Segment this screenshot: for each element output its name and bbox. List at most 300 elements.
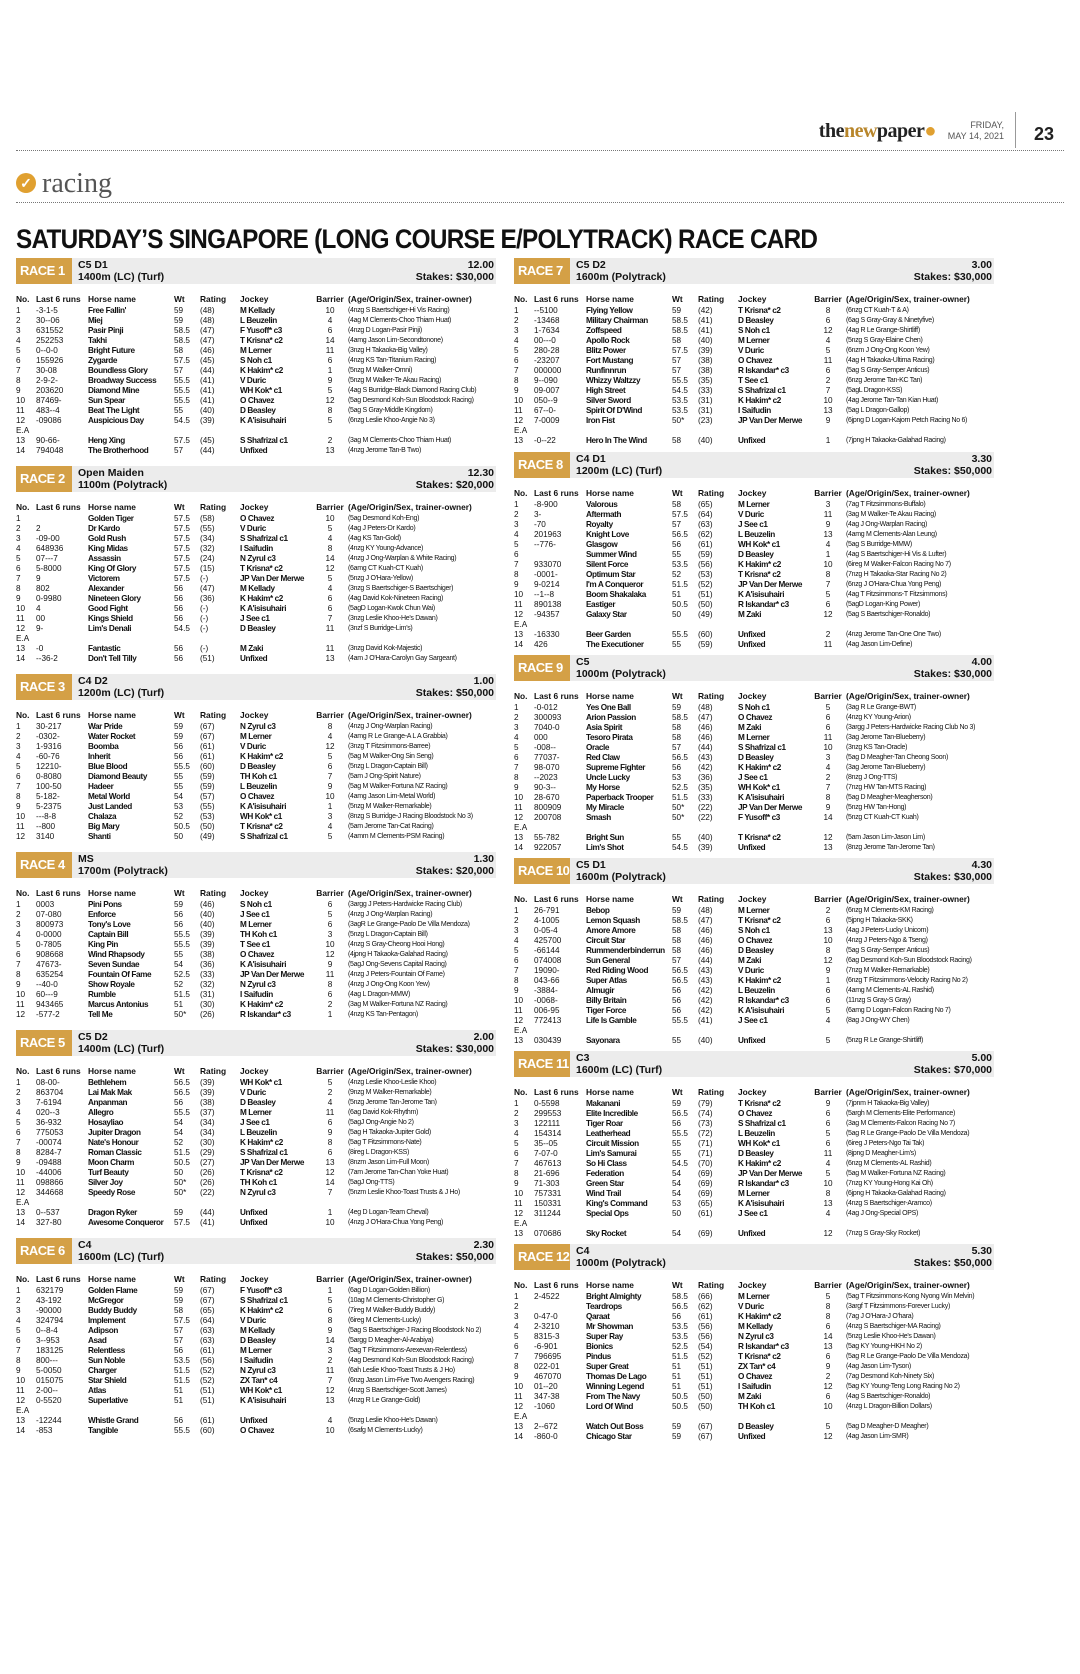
column-header-jockey: Jockey <box>240 888 269 898</box>
runner-no: 14 <box>16 1426 26 1435</box>
runner-jockey: JP Van Der Merwe <box>738 1169 802 1178</box>
dateline: FRIDAY, MAY 14, 2021 <box>947 120 1004 141</box>
runner-form: 98-070 <box>534 763 560 772</box>
runner-jockey: WH Kok* c1 <box>240 812 282 821</box>
race-header <box>16 1238 496 1264</box>
runner-horse: Charger <box>88 1366 117 1375</box>
runner-rating: (33) <box>698 793 713 802</box>
runner-barrier: 1 <box>825 436 831 445</box>
runner-no: 6 <box>514 753 519 762</box>
runner-barrier: 5 <box>825 1422 831 1431</box>
runner-barrier: 10 <box>325 1218 335 1227</box>
runner-rating: (55) <box>200 802 215 811</box>
runner-form: -860-0 <box>534 1432 558 1441</box>
column-header-jockey: Jockey <box>738 294 767 304</box>
race-badge: RACE 3 <box>16 674 72 700</box>
column-header-barrier: Barrier <box>316 888 344 898</box>
runner-horse: Silver Joy <box>88 1178 123 1187</box>
column-header-horse: Horse name <box>586 488 634 498</box>
race-stakes: Stakes: $30,000 <box>415 1043 494 1055</box>
runner-wt: 58.5 <box>672 916 688 925</box>
race-badge: RACE 2 <box>16 466 72 492</box>
runner-info: (4nzg Jerome Tan-One One Two) <box>846 631 941 638</box>
runner-wt: 59 <box>672 1432 682 1441</box>
runner-wt: 57.5 <box>672 510 688 519</box>
runner-row <box>514 713 994 723</box>
runner-horse: Hadeer <box>88 782 114 791</box>
runner-jockey: TH Koh c1 <box>738 1402 775 1411</box>
runner-info: (5ag S Gray-Semper Anticus) <box>846 947 930 954</box>
runner-info: (5ag D Meagher-Tan Cheong Soon) <box>846 754 948 761</box>
column-header-barrier: Barrier <box>316 1066 344 1076</box>
runner-no: 3 <box>16 1098 21 1107</box>
runner-jockey: S Shafrizal c1 <box>240 1148 288 1157</box>
column-header-info: (Age/Origin/Sex, trainer-owner) <box>348 1066 472 1076</box>
runner-horse: Metal World <box>88 792 130 801</box>
runner-no: 13 <box>16 1208 26 1217</box>
runner-no: 6 <box>16 950 21 959</box>
runner-rating: (48) <box>200 316 215 325</box>
runner-horse: Turf Beauty <box>88 1168 129 1177</box>
runner-rating: (40) <box>200 920 215 929</box>
column-header-wt: Wt <box>672 691 683 701</box>
runner-jockey: S Shafrizal c1 <box>738 743 786 752</box>
column-header-horse: Horse name <box>88 710 136 720</box>
runner-wt: 59 <box>174 306 184 315</box>
runner-form: 043-66 <box>534 976 560 985</box>
runner-form: 022-01 <box>534 1362 560 1371</box>
runner-form: 2 <box>36 524 41 533</box>
column-header-jockey: Jockey <box>240 502 269 512</box>
runner-jockey: JP Van Der Merwe <box>240 1158 304 1167</box>
runner-horse: Mr Showman <box>586 1322 633 1331</box>
runner-barrier: 5 <box>825 1129 831 1138</box>
runner-no: 4 <box>16 1108 21 1117</box>
runner-wt: 51.5 <box>672 793 688 802</box>
runner-jockey: S Shafrizal c1 <box>240 1296 288 1305</box>
runner-no: 6 <box>16 772 21 781</box>
runner-row <box>514 520 994 530</box>
runner-no: 3 <box>16 1306 21 1315</box>
runner-barrier: 12 <box>823 1382 833 1391</box>
runner-wt: 51.5 <box>672 1352 688 1361</box>
runner-horse: Good Fight <box>88 604 128 613</box>
runner-info: (3ag M Walker-Fortuna NZ Racing) <box>348 1001 448 1008</box>
runner-form: 0-8080 <box>36 772 62 781</box>
runner-row <box>16 1010 496 1020</box>
runner-jockey: K A'isisuhairi <box>738 793 785 802</box>
emergency-acceptance-label <box>514 1219 994 1229</box>
runner-row <box>16 900 496 910</box>
column-headers <box>514 292 994 306</box>
runner-form: 00 <box>36 614 46 623</box>
runner-info: (5am Jerome Tan-Cat Racing) <box>348 823 434 830</box>
runner-info: (5nzg Leslie Khoo-He's Dawan) <box>348 1417 438 1424</box>
runner-barrier: 5 <box>825 1006 831 1015</box>
runner-info: (5ag S Baertschiger-Ronaldo) <box>846 611 931 618</box>
runner-row <box>16 1286 496 1296</box>
runner-rating: (50) <box>200 822 215 831</box>
runner-info: (6safg M Clements-Lucky) <box>348 1427 423 1434</box>
runner-wt: 57.5 <box>174 436 190 445</box>
runner-row <box>514 1179 994 1189</box>
runner-rating: (40) <box>698 1036 713 1045</box>
runner-wt: 55 <box>174 950 184 959</box>
runner-no: 5 <box>514 743 519 752</box>
runner-info: (3ag Jerome Tan-Blueberry) <box>846 764 926 771</box>
runner-wt: 51.5 <box>174 990 190 999</box>
runner-jockey: Unfixed <box>738 843 766 852</box>
runner-info: (5am J Ong-Spirit Nature) <box>348 773 421 780</box>
runner-info: (5nzg CT Kuah-CT Kuah) <box>846 814 919 821</box>
runner-info: (7nzg HW Tan-MTS Racing) <box>846 784 927 791</box>
column-header-no: No. <box>16 1274 30 1284</box>
runner-row <box>514 1006 994 1016</box>
column-header-rating: Rating <box>698 1087 725 1097</box>
runner-wt: 52.5 <box>672 783 688 792</box>
runner-jockey: Unfixed <box>240 1218 268 1227</box>
runner-no: 1 <box>16 306 21 315</box>
runner-info: (5ag D Meagher-D Meagher) <box>846 1423 929 1430</box>
runner-form: 07---7 <box>36 554 58 563</box>
runner-wt: 56 <box>672 1006 682 1015</box>
runner-barrier: 13 <box>823 530 833 539</box>
runner-horse: Auspicious Day <box>88 416 144 425</box>
runner-no: 5 <box>16 346 21 355</box>
race-time: 12.00 <box>467 259 494 271</box>
runner-info: (6nzg T Fitzsimmons-Velocity Racing No 2) <box>846 977 968 984</box>
runner-wt: 53 <box>174 802 184 811</box>
runner-info: (5nzg R Le Grange-Shirtliff) <box>846 1037 924 1044</box>
runner-horse: Makanani <box>586 1099 621 1108</box>
runner-barrier: 12 <box>823 833 833 842</box>
runner-horse: Iron Fist <box>586 416 615 425</box>
runner-form: 30-217 <box>36 722 62 731</box>
runner-barrier: 4 <box>327 1098 333 1107</box>
runner-jockey: O Chavez <box>738 713 773 722</box>
runner-horse: Shanti <box>88 832 111 841</box>
runner-barrier: 14 <box>325 1178 335 1187</box>
runner-wt: 53 <box>672 1199 682 1208</box>
runner-form: -3884- <box>534 986 558 995</box>
runner-jockey: D Beasley <box>240 1336 276 1345</box>
runner-horse: Moon Charm <box>88 1158 135 1167</box>
runner-rating: (51) <box>698 1362 713 1371</box>
runner-form: 280-28 <box>534 346 560 355</box>
runner-jockey: S Shafrizal c1 <box>240 436 288 445</box>
runner-rating: (46) <box>698 946 713 955</box>
runner-horse: Marcus Antonius <box>88 1000 149 1009</box>
runner-wt: 58.5 <box>174 336 190 345</box>
runner-row <box>514 570 994 580</box>
runner-rating: (72) <box>698 1129 713 1138</box>
runner-barrier: 11 <box>325 346 335 355</box>
runner-jockey: WH Kok* c1 <box>240 386 282 395</box>
runner-wt: 57 <box>672 743 682 752</box>
race-distance: 1600m (Polytrack) <box>576 871 666 883</box>
runner-horse: Zygarde <box>88 356 118 365</box>
runner-horse: Qaraat <box>586 1312 610 1321</box>
runner-row <box>16 614 496 624</box>
runner-form: 425700 <box>534 936 562 945</box>
runner-rating: (22) <box>698 813 713 822</box>
runner-jockey: L Beuzelin <box>240 1128 277 1137</box>
runner-jockey: L Beuzelin <box>738 1129 775 1138</box>
runner-jockey: M Zaki <box>738 723 762 732</box>
runner-horse: Tiger Force <box>586 1006 627 1015</box>
runner-barrier: 8 <box>825 1312 831 1321</box>
runner-horse: Leatherhead <box>586 1129 631 1138</box>
column-header-form: Last 6 runs <box>36 888 81 898</box>
runner-barrier: 6 <box>825 916 831 925</box>
runner-jockey: O Chavez <box>240 792 275 801</box>
ea-label: E.A <box>514 426 528 435</box>
runner-jockey: O Chavez <box>738 1109 773 1118</box>
runner-row <box>16 406 496 416</box>
runner-no: 4 <box>514 1129 519 1138</box>
runner-info: (4ag KS Tan-Gold) <box>348 535 401 542</box>
runner-jockey: K A'isisuhairi <box>738 1199 785 1208</box>
runner-wt: 52 <box>174 1138 184 1147</box>
runner-barrier: 6 <box>825 1119 831 1128</box>
runner-no: 4 <box>514 936 519 945</box>
column-header-jockey: Jockey <box>738 894 767 904</box>
runner-info: (4ag Desmond Koh-Sun Bloodstock Racing) <box>348 1357 474 1364</box>
race-time: 4.00 <box>971 656 992 668</box>
runner-no: 12 <box>514 1209 524 1218</box>
runner-form: 632179 <box>36 1286 64 1295</box>
runner-wt: 56.5 <box>672 753 688 762</box>
runner-wt: 56 <box>174 584 184 593</box>
runner-wt: 54 <box>672 1189 682 1198</box>
column-header-wt: Wt <box>174 294 185 304</box>
runner-info: (6amg D Logan-Falcon Racing No 7) <box>846 1007 951 1014</box>
runner-form: -0--22 <box>534 436 556 445</box>
runner-form: 8315-3 <box>534 1332 560 1341</box>
runner-row <box>514 773 994 783</box>
runner-barrier: 11 <box>325 970 335 979</box>
runner-row <box>16 1078 496 1088</box>
runner-rating: (67) <box>200 722 215 731</box>
runner-barrier: 9 <box>825 416 831 425</box>
runner-horse: Sayonara <box>586 1036 620 1045</box>
runner-form: 324794 <box>36 1316 64 1325</box>
runner-row <box>514 916 994 926</box>
runner-barrier: 6 <box>825 713 831 722</box>
runner-rating: (46) <box>200 346 215 355</box>
runner-wt: 55.5 <box>174 940 190 949</box>
ea-label: E.A <box>16 634 30 643</box>
runner-rating: (36) <box>200 594 215 603</box>
runner-wt: 56 <box>174 1098 184 1107</box>
race-header <box>514 1051 994 1077</box>
emergency-runner-row <box>16 1426 496 1436</box>
runner-horse: Spirit Of D'Wind <box>586 406 642 415</box>
runner-rating: (15) <box>200 564 215 573</box>
runner-form: 800909 <box>534 803 562 812</box>
runner-form: 21-696 <box>534 1169 560 1178</box>
runner-jockey: WH Kok* c1 <box>738 1139 780 1148</box>
runner-rating: (51) <box>200 654 215 663</box>
runner-form: --2023 <box>534 773 558 782</box>
runner-row <box>16 534 496 544</box>
runner-jockey: V Duric <box>240 1316 266 1325</box>
runner-form: -90000 <box>36 1306 62 1315</box>
runner-rating: (49) <box>200 832 215 841</box>
runner-row <box>16 604 496 614</box>
runner-horse: Miej <box>88 316 103 325</box>
emergency-acceptance-label <box>514 1026 994 1036</box>
runner-info: (4amg Jason Lim-Metal World) <box>348 793 436 800</box>
runner-form: -16330 <box>534 630 560 639</box>
runner-no: 13 <box>514 630 524 639</box>
race-header <box>16 258 496 284</box>
race-card <box>16 674 496 842</box>
column-header-no: No. <box>514 1087 528 1097</box>
runner-no: 11 <box>16 1000 25 1009</box>
runner-jockey: S Shafrizal c1 <box>738 1119 786 1128</box>
runner-horse: Federation <box>586 1169 624 1178</box>
runner-wt: 55 <box>174 782 184 791</box>
runner-barrier: 6 <box>327 326 333 335</box>
runner-barrier: 13 <box>325 446 335 455</box>
runner-wt: 50.5 <box>174 822 190 831</box>
column-header-barrier: Barrier <box>316 1274 344 1284</box>
runner-rating: (61) <box>698 540 713 549</box>
runner-no: 9 <box>16 594 21 603</box>
runner-row <box>514 1292 994 1302</box>
runner-info: (4nzg S Gray-Cheong Hooi Hong) <box>348 941 445 948</box>
runner-wt: 58 <box>672 733 682 742</box>
runner-jockey: N Zyrul c3 <box>240 554 276 563</box>
runner-row <box>16 416 496 426</box>
runner-form: -1060 <box>534 1402 555 1411</box>
runner-jockey: TH Koh c1 <box>240 930 277 939</box>
runner-horse: Don't Tell Tilly <box>88 654 137 663</box>
runner-info: (4ag Jerome Tan-Tan Kian Huat) <box>846 397 939 404</box>
runner-wt: 57.5 <box>174 356 190 365</box>
runner-form: 7-0009 <box>534 416 560 425</box>
runner-wt: 57.5 <box>174 1218 190 1227</box>
runner-rating: (67) <box>698 1432 713 1441</box>
runner-row <box>514 956 994 966</box>
runner-horse: Assassin <box>88 554 121 563</box>
runner-row <box>16 1356 496 1366</box>
runner-row <box>514 1139 994 1149</box>
runner-info: (5agJ Ong-TTS) <box>348 1179 395 1186</box>
runner-info: (5ag S Baertschiger-J Racing Bloodstock No 2) <box>348 1327 482 1334</box>
column-header-info: (Age/Origin/Sex, trainer-owner) <box>846 894 970 904</box>
runner-info: (3argf T Fitzsimmons-Forever Lucky) <box>846 1303 950 1310</box>
runner-rating: (61) <box>698 1312 713 1321</box>
runner-form: 9--090 <box>534 376 558 385</box>
runner-form: 252253 <box>36 336 64 345</box>
runner-no: 3 <box>16 742 21 751</box>
runner-barrier: 9 <box>327 376 333 385</box>
runner-barrier: 12 <box>823 610 833 619</box>
runner-wt: 57 <box>174 366 184 375</box>
runner-rating: (-) <box>200 604 209 613</box>
runner-barrier: 6 <box>327 594 333 603</box>
runner-jockey: D Beasley <box>240 762 276 771</box>
runner-no: 10 <box>16 1168 26 1177</box>
runner-info: (8ireg L Dragon-KSS) <box>348 1149 410 1156</box>
runner-row <box>16 722 496 732</box>
runner-wt: 57 <box>672 520 682 529</box>
runner-horse: Elite Incredible <box>586 1109 638 1118</box>
runner-rating: (61) <box>200 742 215 751</box>
runner-info: (6ireg M Clements-Lucky) <box>348 1317 421 1324</box>
race-badge: RACE 9 <box>514 655 570 681</box>
runner-rating: (60) <box>200 1426 215 1435</box>
runner-jockey: T Krisna* c2 <box>738 570 781 579</box>
runner-rating: (26) <box>200 1178 215 1187</box>
runner-horse: Lim's Denali <box>88 624 132 633</box>
runner-rating: (55) <box>200 524 215 533</box>
runner-row <box>514 1352 994 1362</box>
runner-horse: Tell Me <box>88 1010 113 1019</box>
column-header-wt: Wt <box>672 1280 683 1290</box>
column-header-wt: Wt <box>174 710 185 720</box>
runner-info: (7nzg H Takaoka-Star Racing No 2) <box>846 571 947 578</box>
runner-jockey: T Krisna* c2 <box>240 564 283 573</box>
runner-rating: (38) <box>200 1098 215 1107</box>
runner-horse: Tangible <box>88 1426 118 1435</box>
runner-info: (8ag J Ong-WY Chen) <box>846 1017 910 1024</box>
runner-form: 4-1005 <box>534 916 560 925</box>
runner-no: 4 <box>514 1322 519 1331</box>
runner-info: (6ah Leslie Khoo-Toast Trusts & J Ho) <box>348 1367 455 1374</box>
runner-jockey: K A'isisuhairi <box>240 416 287 425</box>
runner-no: 1 <box>514 1099 519 1108</box>
runner-rating: (34) <box>200 1118 215 1127</box>
runner-info: (5agL Dragon-KSS) <box>846 387 903 394</box>
runner-jockey: M Lerner <box>240 1346 272 1355</box>
runner-rating: (-) <box>200 624 209 633</box>
runner-jockey: M Zaki <box>738 1392 762 1401</box>
runner-no: 9 <box>16 802 21 811</box>
runner-form: 098866 <box>36 1178 64 1187</box>
runner-no: 6 <box>16 564 21 573</box>
runner-form: --800 <box>36 822 56 831</box>
runner-info: (6nzg M Clements-AL Rashid) <box>846 1160 932 1167</box>
runner-row <box>514 346 994 356</box>
runner-no: 12 <box>16 1010 26 1019</box>
runner-rating: (74) <box>698 1109 713 1118</box>
runner-no: 6 <box>16 1336 21 1345</box>
runner-form: 074008 <box>534 956 562 965</box>
runner-no: 2 <box>16 1088 21 1097</box>
race-time: 5.00 <box>971 1052 992 1064</box>
runner-info: (8nzm Jason Lim-Full Moon) <box>348 1159 429 1166</box>
runner-info: (5nzg M Walker-Omni) <box>348 367 413 374</box>
section-title: racing <box>42 168 112 199</box>
runner-info: (3nzg T Fitzsimmons-Barree) <box>348 743 431 750</box>
runner-info: (4nzg KS Tan-Pentagon) <box>348 1011 418 1018</box>
runner-rating: (27) <box>200 1158 215 1167</box>
runner-row <box>16 822 496 832</box>
runner-wt: 54 <box>672 1169 682 1178</box>
runner-wt: 57 <box>174 446 184 455</box>
runner-jockey: Unfixed <box>738 1036 766 1045</box>
runner-form: -8-900 <box>534 500 558 509</box>
runner-info: (7ag J O'Hara-J O'hara) <box>846 1313 914 1320</box>
runner-no: 9 <box>514 1372 519 1381</box>
column-header-form: Last 6 runs <box>36 294 81 304</box>
runner-horse: Adipson <box>88 1326 118 1335</box>
runner-wt: 52.5 <box>174 970 190 979</box>
column-header-form: Last 6 runs <box>534 294 579 304</box>
